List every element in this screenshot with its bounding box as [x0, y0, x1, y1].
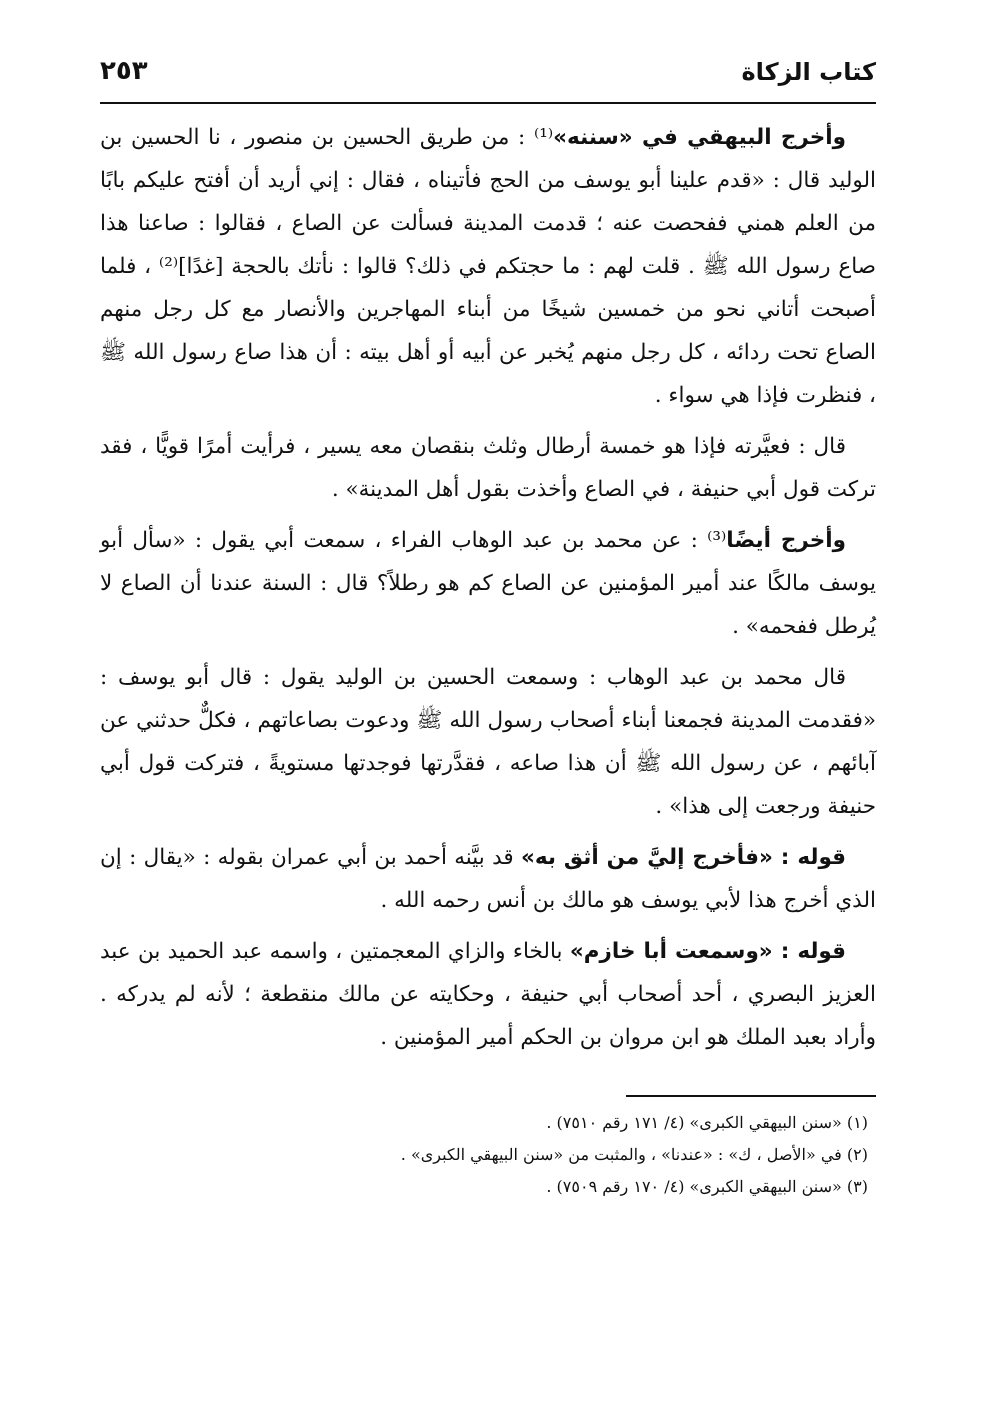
paragraph-body: قال محمد بن عبد الوهاب : وسمعت الحسين بن الوليد يقول : قال أبو يوسف : «فقدمت المدينة فجمعنا أبناء أصحاب رسول الله ﷺ ودعوت بصاعاتهم ، فكلٌّ حدثني عن آبائهم ، عن رسول الله ﷺ أن هذا صاعه ، فقدَّرتها فوجدتها مستويةً ، فتركت قول أبي حنيفة ورجعت إلى هذا» .: [100, 665, 876, 819]
paragraph-lead: وأخرج أيضًا: [726, 528, 846, 553]
paragraph-lead: قوله : «وسمعت أبا خازم»: [569, 939, 846, 964]
paragraph-body: ⁽¹⁾ : من طريق الحسين بن منصور ، نا الحسين بن الوليد قال : «قدم علينا أبو يوسف من الحج فأتيناه ، فقال : إني أريد أن أفتح عليكم بابًا من العلم همني ففحصت عنه ؛ قدمت المدينة فسألت عن الصاع ، فقالوا : صاعنا هذا صاع رسول الله ﷺ . قلت لهم : ما حجتكم في ذلك؟ قالوا : نأتك بالحجة [غدًا]⁽²⁾ ، فلما أصبحت أتاني نحو من خمسين شيخًا من أبناء المهاجرين والأنصار مع كل رجل منهم الصاع تحت ردائه ، كل رجل منهم يُخبر عن أبيه أو أهل بيته : أن هذا صاع رسول الله ﷺ ، فنظرت فإذا هي سواء .: [100, 125, 877, 408]
paragraph-body: قد بيَّنه أحمد بن أبي عمران بقوله : «يقال : إن الذي أخرج هذا لأبي يوسف هو مالك بن أنس رحمه الله .: [100, 845, 876, 913]
footnote-1: (١) «سنن البيهقي الكبرى» (٤/ ١٧١ رقم ٧٥١٠) .: [546, 1113, 868, 1132]
paragraph-lead: وأخرج البيهقي في «سننه»: [553, 125, 847, 150]
paragraph-5: [100, 836, 876, 922]
footnote-divider: [626, 1095, 876, 1097]
page-header: [100, 52, 876, 104]
paragraph-6: [100, 930, 876, 1059]
paragraph-3: [100, 519, 876, 648]
book-page: [100, 52, 876, 1372]
paragraph-body: ⁽³⁾ : عن محمد بن عبد الوهاب الفراء ، سمعت أبي يقول : «سأل أبو يوسف مالكًا عند أمير المؤمنين عن الصاع كم هو رطلاً؟ قال : السنة عندنا أن الصاع لا يُرطل ففحمه» .: [100, 528, 876, 639]
main-text: [100, 116, 876, 1059]
footnote-2: (٢) في «الأصل ، ك» : «عندنا» ، والمثبت من «سنن البيهقي الكبرى» .: [400, 1145, 868, 1164]
paragraph-2: [100, 425, 876, 511]
page-number: ٢٥٣: [100, 56, 148, 86]
paragraph-4: [100, 656, 876, 828]
paragraph-body: قال : فعيَّرته فإذا هو خمسة أرطال وثلث بنقصان معه يسير ، فرأيت أمرًا قويًّا ، فقد تركت قول أبي حنيفة ، في الصاع وأخذت بقول أهل المدينة» .: [100, 434, 876, 502]
paragraph-lead: قوله : «فأخرج إليَّ من أثق به»: [520, 845, 846, 870]
paragraph-body: بالخاء والزاي المعجمتين ، واسمه عبد الحميد بن عبد العزيز البصري ، أحد أصحاب أبي حنيفة ، وحكايته عن مالك منقطعة ؛ لأنه لم يدركه . وأراد بعبد الملك هو ابن مروان بن الحكم أمير المؤمنين .: [100, 939, 876, 1050]
footnote-3: (٣) «سنن البيهقي الكبرى» (٤/ ١٧٠ رقم ٧٥٠٩) .: [546, 1177, 868, 1196]
book-title: كتاب الزكاة: [741, 58, 876, 86]
footnotes: [100, 1107, 876, 1203]
paragraph-1: [100, 116, 876, 417]
